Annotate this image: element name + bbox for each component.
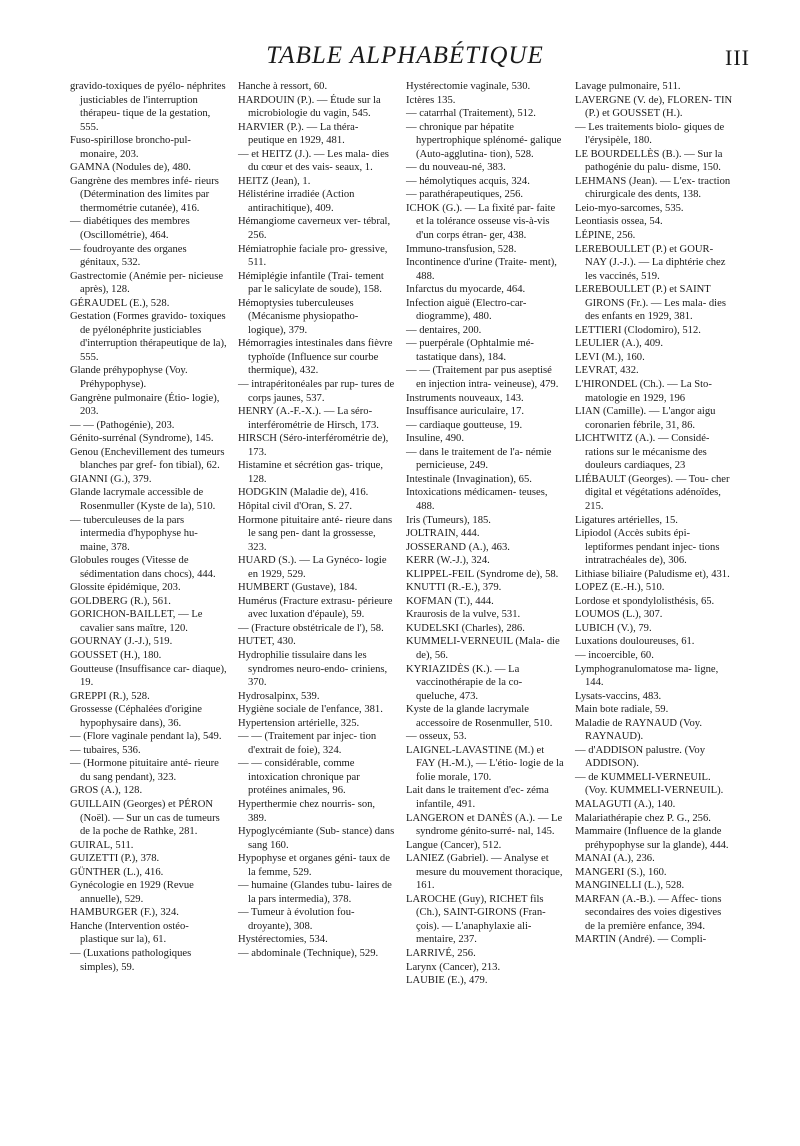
index-entry: Leontiasis ossea, 54. [575, 216, 663, 228]
index-entry: Gynécologie en 1929 (Revue annuelle), 529. [70, 880, 194, 905]
index-entry: — (Luxations pathologiques simples), 59. [70, 948, 192, 973]
index-entry: Glande lacrymale accessible de Rosenmuller (Kyste de la), 510. [70, 487, 216, 512]
index-entry: — tuberculeuses de la pars intermedia d'hypophyse hu- maine, 378. [70, 514, 198, 553]
index-entry: Incontinence d'urine (Traite- ment), 488. [406, 257, 557, 282]
index-entry: — parathérapeutiques, 256. [406, 189, 524, 201]
index-entry: Hémorragies intestinales dans fièvre typhoïde (Influence sur courbe thermique), 432. [238, 338, 393, 377]
index-entry: MARTIN (André). — Compli- [575, 934, 707, 946]
index-entry: Main bote radiale, 59. [575, 704, 669, 716]
index-entry: Infection aiguë (Electro-car- diogramme), 480. [406, 297, 527, 323]
index-entry: Kraurosis de la vulve, 531. [406, 609, 521, 621]
index-entry: — — considérable, comme intoxication chronique par protéines animales, 96. [238, 758, 360, 797]
index-entry: Instruments nouveaux, 143. [406, 392, 524, 404]
index-entry: HARVIER (P.). — La théra- peutique en 1929, 481. [238, 121, 359, 147]
index-entry: Lysats-vaccins, 483. [575, 690, 662, 702]
index-entry: Hypoglycémiante (Sub- stance) dans sang 160. [238, 826, 395, 851]
index-entry: Langue (Cancer), 512. [406, 839, 502, 851]
index-entry: HUARD (S.). — La Gynéco- logie en 1929, 529. [238, 555, 387, 580]
index-entry: Hanche (Intervention ostéo- plastique sur la), 61. [70, 920, 189, 946]
index-entry: Intestinale (Invagination), 65. [406, 473, 532, 485]
index-entry: Hôpital civil d'Oran, S. 27. [238, 500, 353, 512]
index-entry: KLIPPEL-FEIL (Syndrome de), 58. [406, 568, 559, 580]
index-entry: GOLDBERG (R.), 561. [70, 595, 171, 607]
index-entry: KERR (W.-J.), 324. [406, 555, 490, 567]
index-entry: MANGERI (S.), 160. [575, 866, 667, 878]
index-entry: Hyperthermie chez nourris- son, 389. [238, 798, 376, 824]
index-entry: Hémangiome caverneux ver- tébral, 256. [238, 216, 391, 242]
index-entry: Glande préhypophyse (Voy. Préhypophyse). [70, 365, 188, 391]
index-entry: ICHOK (G.). — La fixité par- faite et la tolérance osseuse vis-à-vis d'un corps étran- ger, 438. [406, 202, 556, 242]
index-entry: LANIEZ (Gabriel). — Analyse et mesure du mouvement thoracique, 161. [406, 853, 563, 892]
index-entry: GAMNA (Nodules de), 480. [70, 162, 191, 174]
index-entry: LEREBOULLET (P.) et SAINT GIRONS (Fr.). — Les mala- dies des enfants en 1929, 381. [575, 284, 726, 323]
index-entry: Hypophyse et organes géni- taux de la femme, 529. [238, 853, 390, 878]
index-entry: LEULIER (A.), 409. [575, 338, 663, 350]
index-column-2 [238, 80, 396, 961]
index-entry: Humérus (Fracture extrasu- périeure avec luxation d'épaule), 59. [238, 595, 393, 621]
index-entry: HEITZ (Jean), 1. [238, 175, 311, 187]
index-entry: LANGERON et DANÈS (A.). — Le syndrome génito-surré- nal, 145. [406, 812, 563, 838]
index-column-1 [70, 80, 228, 974]
index-entry: — — (Traitement par pus aseptisé en injection intra- veineuse), 479. [406, 365, 559, 391]
index-entry: Hypertension artérielle, 325. [238, 717, 360, 729]
index-entry: — diabétiques des membres (Oscillométrie), 464. [70, 216, 190, 242]
index-entry: — — (Traitement par injec- tion d'extrait de foie), 324. [238, 731, 377, 756]
index-entry: Kyste de la glande lacrymale accessoire de Rosenmuller, 510. [406, 704, 553, 729]
index-entry: Larynx (Cancer), 213. [406, 961, 501, 973]
index-entry: Ligatures artérielles, 15. [575, 514, 678, 526]
index-entry: — (Hormone pituitaire anté- rieure du sang pendant), 323. [70, 758, 219, 783]
index-entry: GOUSSET (H.), 180. [70, 649, 162, 661]
index-entry: Maladie de RAYNAUD (Voy. RAYNAUD). [575, 717, 703, 743]
index-entry: Hystérectomie vaginale, 530. [406, 81, 531, 92]
index-entry: Hygiène sociale de l'enfance, 381. [238, 704, 383, 716]
index-entry: Gangrène des membres infé- rieurs (Détermination des limites par thermométrie cutanée), 416. [70, 175, 219, 214]
index-entry: GÜNTHER (L.), 416. [70, 866, 164, 878]
index-entry: Infarctus du myocarde, 464. [406, 284, 526, 296]
index-entry: Luxations douloureuses, 61. [575, 636, 695, 648]
index-entry: Iris (Tumeurs), 185. [406, 514, 491, 526]
index-entry: Histamine et sécrétion gas- trique, 128. [238, 460, 384, 485]
index-entry: LARRIVÉ, 256. [406, 948, 476, 959]
index-entry: Lordose et spondylolisthésis, 65. [575, 595, 715, 607]
index-entry: LUBICH (V.), 79. [575, 622, 652, 634]
index-entry: — dentaires, 200. [406, 324, 482, 336]
index-entry: LAIGNEL-LAVASTINE (M.) et FAY (H.-M.), — L'étio- logie de la folie morale, 170. [406, 744, 564, 783]
index-entry: Hémiplégie infantile (Trai- tement par le salicylate de soude), 158. [238, 270, 384, 296]
index-entry: Immuno-transfusion, 528. [406, 243, 517, 255]
index-entry: LAROCHE (Guy), RICHET fils (Ch.), SAINT-GIRONS (Fran- çois). — L'anaphylaxie ali- mentaire, 237. [406, 893, 546, 946]
index-entry: — incoercible, 60. [575, 649, 654, 661]
index-entry: GUIRAL, 511. [70, 839, 134, 851]
index-entry: LAUBIE (E.), 479. [406, 975, 488, 987]
index-entry: MANGINELLI (L.), 528. [575, 880, 685, 892]
index-entry: LÉPINE, 256. [575, 230, 636, 242]
index-entry: — intrapéritonéales par rup- tures de corps jaunes, 537. [238, 379, 395, 404]
index-entry: GROS (A.), 128. [70, 785, 143, 797]
index-entry: Insuline, 490. [406, 433, 464, 445]
index-entry: Lavage pulmonaire, 511. [575, 81, 681, 92]
index-entry: LOUMOS (L.), 307. [575, 609, 663, 621]
index-entry: — de KUMMELI-VERNEUIL. (Voy. KUMMELI-VERNEUIL). [575, 771, 724, 797]
index-entry: — osseux, 53. [406, 731, 467, 743]
index-entry: LIÉBAULT (Georges). — Tou- cher digital et végétations adénoïdes, 215. [575, 473, 730, 512]
index-entry: HAMBURGER (F.), 324. [70, 907, 179, 919]
page-number: III [725, 45, 750, 70]
index-entry: LICHTWITZ (A.). — Considé- rations sur le mécanisme des douleurs cardiaques, 23 [575, 433, 710, 472]
index-entry: JOSSERAND (A.), 463. [406, 541, 510, 553]
index-entry: Genou (Enchevillement des tumeurs blanches par gref- fon tibial), 62. [70, 446, 225, 472]
index-entry: Leio-myo-sarcomes, 535. [575, 202, 684, 214]
index-entry: — cardiaque goutteuse, 19. [406, 419, 523, 431]
index-entry: LOPEZ (E.-H.), 510. [575, 582, 665, 594]
index-entry: Fuso-spirillose broncho-pul- monaire, 203. [70, 135, 191, 160]
index-entry: Hormone pituitaire anté- rieure dans le sang pen- dant la grossesse, 323. [238, 514, 393, 553]
index-entry: Intoxications médicamen- teuses, 488. [406, 487, 548, 512]
index-entry: Hydrosalpinx, 539. [238, 690, 320, 702]
index-entry: HARDOUIN (P.). — Étude sur la microbiologie du vagin, 545. [238, 94, 381, 120]
index-entry: — hémolytiques acquis, 324. [406, 175, 530, 187]
index-entry: — humaine (Glandes tubu- laires de la pars intermedia), 378. [238, 880, 392, 905]
index-entry: Lipiodol (Accès subits épi- leptiformes pendant injec- tions intratrachéales de), 306. [575, 528, 720, 567]
index-entry: — dans le traitement de l'a- némie pernicieuse, 249. [406, 446, 552, 472]
index-entry: JOLTRAIN, 444. [406, 528, 480, 540]
index-entry: Hanche à ressort, 60. [238, 81, 328, 92]
index-entry: — foudroyante des organes génitaux, 532. [70, 243, 187, 269]
index-entry: Ictères 135. [406, 94, 456, 106]
index-entry: Hydrophilie tissulaire dans les syndromes neuro-endo- criniens, 370. [238, 649, 388, 689]
index-entry: Gestation (Formes gravido- toxiques de pyélonéphrite justiciables d'interruption thérapeutique de la), 555. [70, 311, 227, 363]
index-entry: KYRIAZIDÈS (K.). — La vaccinothérapie de la co- queluche, 473. [406, 663, 523, 702]
index-entry: LEVI (M.), 160. [575, 351, 645, 363]
index-entry: Lymphogranulomatose ma- ligne, 144. [575, 663, 719, 689]
index-entry: Gangrène pulmonaire (Étio- logie), 203. [70, 392, 220, 418]
index-entry: Hystérectomies, 534. [238, 934, 328, 946]
index-entry: Globules rouges (Vitesse de sédimentation dans chocs), 444. [70, 555, 216, 580]
index-entry: HUMBERT (Gustave), 184. [238, 582, 358, 594]
index-entry: LIAN (Camille). — L'angor aigu coronarien fébrile, 31, 86. [575, 406, 716, 431]
index-entry: GUIZETTI (P.), 378. [70, 853, 160, 865]
index-entry: GUILLAIN (Georges) et PÉRON (Noël). — Sur un cas de tumeurs de la poche de Rathke, 281. [70, 798, 220, 838]
index-entry: — — (Pathogénie), 203. [70, 419, 175, 431]
index-entry: GIANNI (G.), 379. [70, 473, 152, 485]
index-entry: — d'ADDISON palustre. (Voy ADDISON). [575, 744, 706, 770]
index-entry: Glossite épidémique, 203. [70, 582, 181, 594]
index-column-3 [406, 80, 564, 988]
index-entry: MALAGUTI (A.), 140. [575, 798, 676, 810]
index-entry: GORICHON-BAILLET, — Le cavalier sans maître, 120. [70, 609, 203, 634]
index-entry: MARFAN (A.-B.). — Affec- tions secondaires des voies digestives de la première enfance, 394. [575, 893, 722, 932]
index-entry: — Les traitements biolo- giques de l'érysipèle, 180. [575, 121, 725, 147]
index-entry: HENRY (A.-F.-X.). — La séro- interférométrie de Hirsch, 173. [238, 406, 379, 431]
index-entry: GREPPI (R.), 528. [70, 690, 150, 702]
index-entry: GOURNAY (J.-J.), 519. [70, 636, 173, 648]
index-entry: Grossesse (Céphalées d'origine hypophysaire dans), 36. [70, 704, 202, 729]
index-entry: HODGKIN (Maladie de), 416. [238, 487, 369, 499]
index-entry: — et HEITZ (J.). — Les mala- dies du cœur et des vais- seaux, 1. [238, 148, 389, 174]
index-entry: Malariathérapie chez P. G., 256. [575, 812, 711, 824]
index-entry: LEVRAT, 432. [575, 365, 639, 377]
index-entry: HIRSCH (Séro-interférométrie de), 173. [238, 433, 389, 458]
index-entry: Lait dans le traitement d'ec- zéma infantile, 491. [406, 785, 549, 810]
index-entry: KUMMELI-VERNEUIL (Mala- die de), 56. [406, 636, 560, 661]
index-entry: — catarrhal (Traitement), 512. [406, 108, 536, 120]
index-entry: GÉRAUDEL (E.), 528. [70, 297, 170, 309]
index-columns [70, 80, 738, 1140]
index-entry: Insuffisance auriculaire, 17. [406, 406, 525, 418]
index-entry: L'HIRONDEL (Ch.). — La Sto- matologie en 1929, 196 [575, 379, 712, 404]
index-entry: — chronique par hépatite hypertrophique splénomé- galique (Auto-agglutina- tion), 528. [406, 121, 562, 160]
index-entry: LETTIERI (Clodomiro), 512. [575, 324, 701, 336]
index-entry: — puerpérale (Ophtalmie mé- tastatique dans), 184. [406, 338, 534, 363]
index-entry: LEREBOULLET (P.) et GOUR- NAY (J.-J.). — La diphtérie chez les vaccinés, 519. [575, 243, 726, 282]
index-entry: KOFMAN (T.), 444. [406, 595, 494, 607]
index-entry: — tubaires, 536. [70, 744, 141, 756]
index-entry: Goutteuse (Insuffisance car- diaque), 19. [70, 663, 227, 689]
index-entry: KNUTTI (R.-E.), 379. [406, 582, 502, 594]
index-entry: Hélistérine irradiée (Action antirachitique), 409. [238, 189, 355, 214]
index-entry: Génito-surrénal (Syndrome), 145. [70, 433, 214, 445]
index-entry: — Tumeur à évolution fou- droyante), 308. [238, 907, 355, 932]
running-title: TABLE ALPHABÉTIQUE [266, 42, 544, 69]
index-entry: LE BOURDELLÈS (B.). — Sur la pathogénie du palu- disme, 150. [575, 148, 723, 174]
index-entry: LAVERGNE (V. de), FLOREN- TIN (P.) et GOUSSET (H.). [575, 94, 733, 120]
page-header [60, 42, 750, 76]
index-entry: gravido-toxiques de pyélo- néphrites justiciables de l'interruption thérapeu- tique de la gestation, 555. [70, 81, 226, 133]
index-entry: HUTET, 430. [238, 636, 296, 648]
index-entry: Mammaire (Influence de la glande préhypophyse sur la glande), 444. [575, 826, 729, 851]
index-entry: KUDELSKI (Charles), 286. [406, 622, 525, 634]
index-entry: — du nouveau-né, 383. [406, 162, 506, 174]
index-entry: Gastrectomie (Anémie per- nicieuse après), 128. [70, 270, 224, 296]
index-entry: — (Flore vaginale pendant la), 549. [70, 731, 222, 743]
index-entry: LEHMANS (Jean). — L'ex- traction chirurgicale des dents, 138. [575, 175, 731, 201]
index-entry: MANAI (A.), 236. [575, 853, 655, 865]
index-entry: Lithiase biliaire (Paludisme et), 431. [575, 568, 730, 580]
index-entry: — (Fracture obstétricale de l'), 58. [238, 622, 384, 634]
index-entry: Hémoptysies tuberculeuses (Mécanisme physiopatho- logique), 379. [238, 297, 359, 336]
index-column-4 [575, 80, 733, 947]
index-entry: — abdominale (Technique), 529. [238, 948, 379, 959]
index-entry: Hémiatrophie faciale pro- gressive, 511. [238, 243, 388, 269]
